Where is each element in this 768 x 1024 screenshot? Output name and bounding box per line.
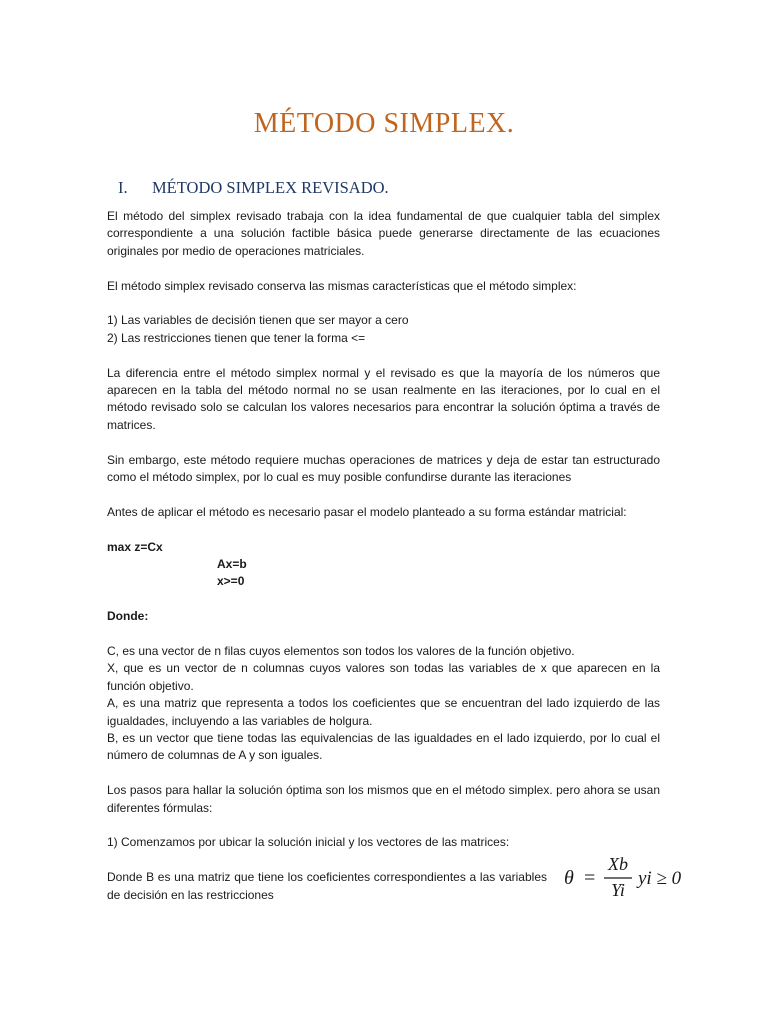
theta-formula [560, 850, 690, 906]
definition-a: A, es una matriz que representa a todos los coeficientes que se encuentran del lado izquierdo de las igualdades, incluyendo a las variables de holgura. [107, 696, 660, 728]
section-heading-text: MÉTODO SIMPLEX REVISADO. [152, 178, 389, 197]
paragraph-before: Antes de aplicar el método es necesario pasar el modelo planteado a su forma estándar matricial: [107, 504, 627, 519]
document-title: MÉTODO SIMPLEX. [253, 108, 515, 139]
definition-b: B, es un vector que tiene todas las equivalencias de las igualdades en el lado izquierdo, por lo cual el número de columnas de A y son iguales. [107, 731, 660, 763]
formula-equals: = [584, 867, 596, 889]
section-heading [118, 178, 389, 198]
list-item-variables: 1) Las variables de decisión tienen que ser mayor a cero [107, 313, 409, 328]
step-one: 1) Comenzamos por ubicar la solución inicial y los vectores de las matrices: [107, 835, 510, 850]
model-nonnegativity: x>=0 [217, 574, 245, 589]
formula-numerator: Xb [608, 854, 628, 874]
definition-c: C, es una vector de n filas cuyos elementos son todos los valores de la función objetivo. [107, 644, 575, 659]
donde-label: Donde: [107, 609, 149, 624]
paragraph-however: Sin embargo, este método requiere muchas operaciones de matrices y deja de estar tan estructurado como el método simplex, por lo cual es muy posible confundirse durante las iteraciones [107, 452, 660, 485]
paragraph-steps: Los pasos para hallar la solución óptima son los mismos que en el método simplex. pero ahora se usan diferentes fórmulas: [107, 783, 660, 815]
list-item-restrictions: 2) Las restricciones tienen que tener la forma <= [107, 330, 366, 345]
section-number: I. [118, 178, 128, 197]
formula-theta: θ [564, 867, 574, 889]
formula-denominator: Yi [611, 880, 625, 900]
document-body [107, 208, 660, 921]
paragraph-characteristics: El método simplex revisado conserva las mismas características que el método simplex: [107, 278, 577, 293]
formula-condition: yi ≥ 0 [638, 868, 682, 889]
paragraph-difference: La diferencia entre el método simplex normal y el revisado es que la mayoría de los números que aparecen en la tabla del método normal no se usan realmente en las iteraciones, por lo cual en el método revisado solo se calculan los valores necesarios para encontrar la solución óptima a través de matrices. [107, 365, 660, 432]
paragraph-intro: El método del simplex revisado trabaja con la idea fundamental de que cualquier tabla del simplex correspondiente a una solución factible básica puede generarse directamente de las ecuaciones originales por medio de operaciones matriciales. [107, 209, 660, 258]
model-constraint: Ax=b [217, 557, 247, 572]
definition-x: X, que es un vector de n columnas cuyos valores son todas las variables de x que aparecen en la función objetivo. [107, 661, 660, 693]
step-one-detail: Donde B es una matriz que tiene los coeficientes correspondientes a las variables de decisión en las restricciones [107, 870, 547, 902]
model-objective: max z=Cx [107, 539, 163, 554]
